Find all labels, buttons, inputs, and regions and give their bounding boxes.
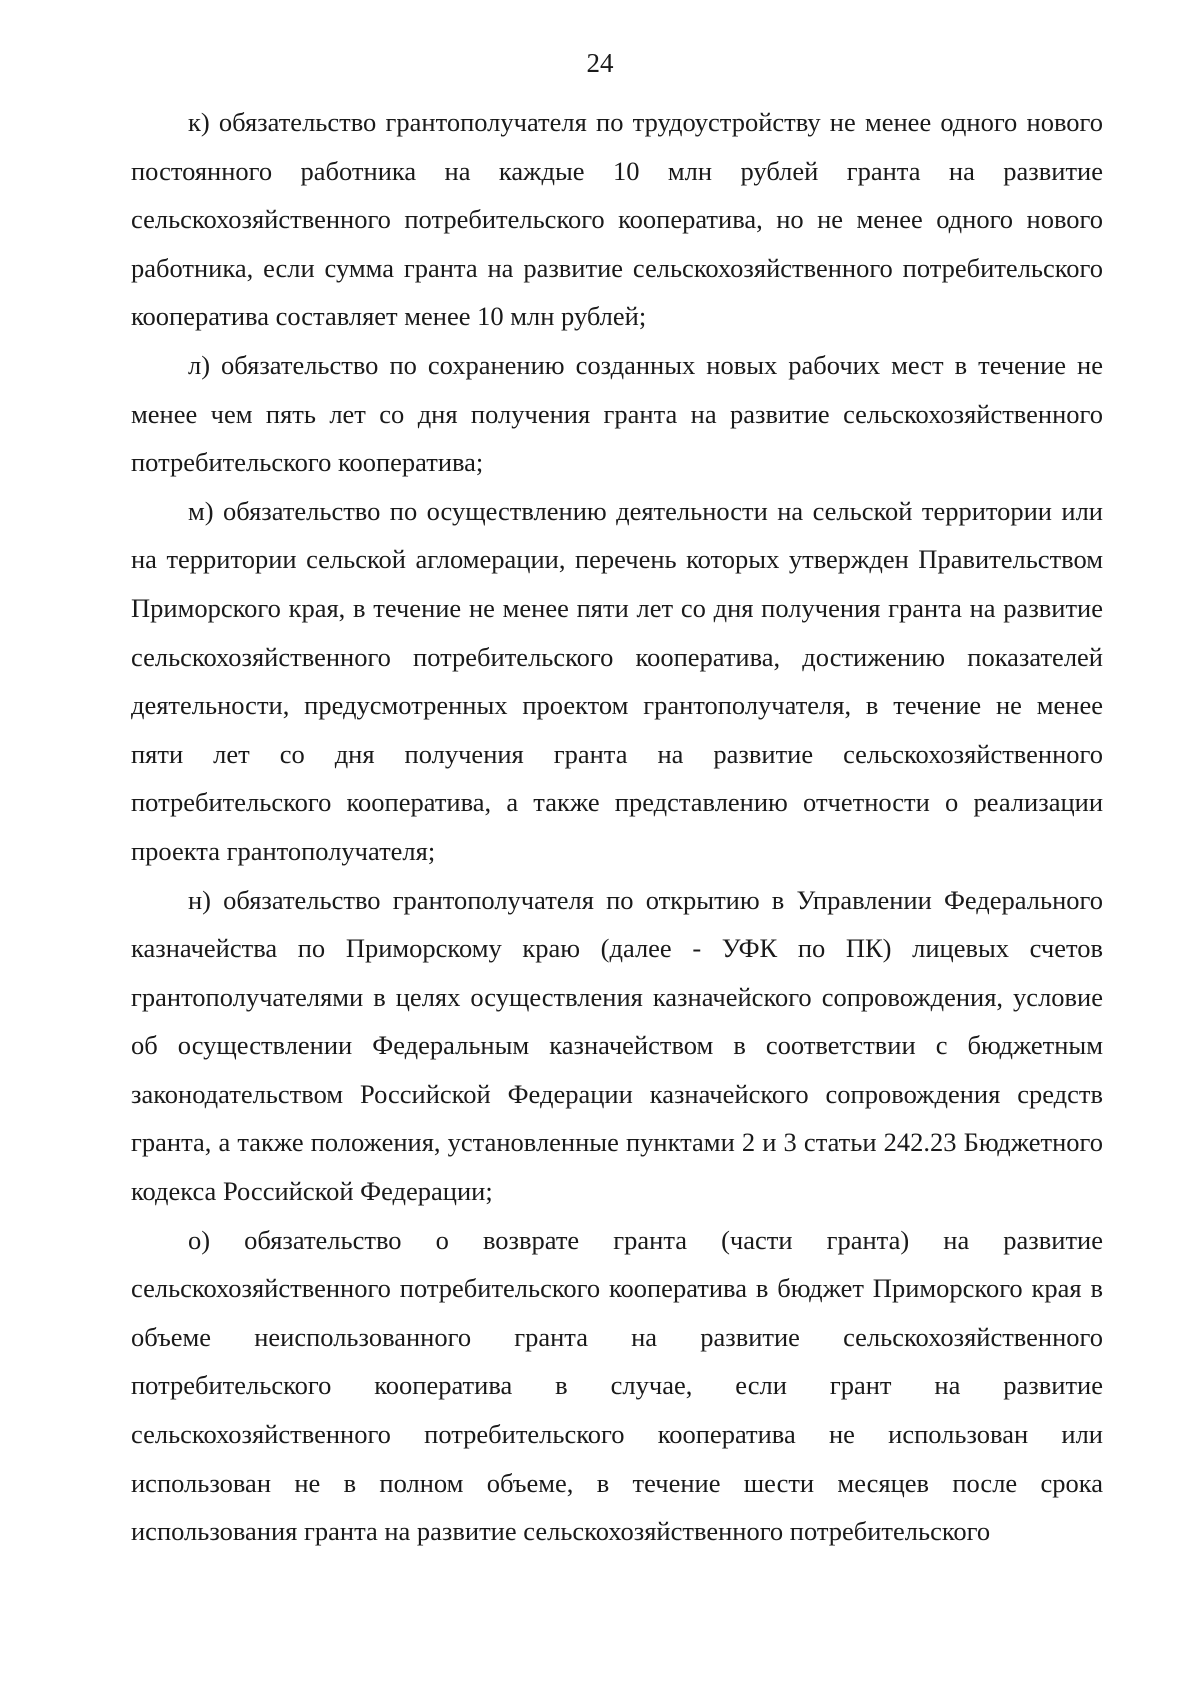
paragraph-m: м) обязательство по осуществлению деятельности на сельской территории или на территории сельской агломерации, перечень которых утвержден Правительством Приморского края, в течение не менее пяти лет со дня получения гранта на развитие сельскохозяйственного потребительского кооператива, достижению показателей деятельности, предусмотренных проектом грантополучателя, в течение не менее пяти лет со дня получения гранта на развитие сельскохозяйственного потребительского кооператива, а также представлению отчетности о реализации проекта грантополучателя;: [131, 495, 1103, 866]
document-body: [131, 98, 1103, 1556]
page-number: 24: [586, 48, 614, 78]
paragraph-o: о) обязательство о возврате гранта (части гранта) на развитие сельскохозяйственного потребительского кооператива в бюджет Приморского края в объеме неиспользованного гранта на развитие сельскохозяйственного потребительского кооператива в случае, если грант на развитие сельскохозяйственного потребительского кооператива не использован или использован не в полном объеме, в течение шести месяцев после срока использования гранта на развитие сельскохозяйственного потребительского: [131, 1224, 1103, 1547]
paragraph-n: н) обязательство грантополучателя по открытию в Управлении Федерального казначейства по Приморскому краю (далее - УФК по ПК) лицевых счетов грантополучателями в целях осуществления казначейского сопровождения, условие об осуществлении Федеральным казначейством в соответствии с бюджетным законодательством Российской Федерации казначейского сопровождения средств гранта, а также положения, установленные пунктами 2 и 3 статьи 242.23 Бюджетного кодекса Российской Федерации;: [131, 884, 1103, 1207]
paragraph-k: к) обязательство грантополучателя по трудоустройству не менее одного нового постоянного работника на каждые 10 млн рублей гранта на развитие сельскохозяйственного потребительского кооператива, но не менее одного нового работника, если сумма гранта на развитие сельскохозяйственного потребительского кооператива составляет менее 10 млн рублей;: [131, 107, 1103, 332]
paragraph-l: л) обязательство по сохранению созданных новых рабочих мест в течение не менее чем пять лет со дня получения гранта на развитие сельскохозяйственного потребительского кооператива;: [131, 349, 1103, 478]
